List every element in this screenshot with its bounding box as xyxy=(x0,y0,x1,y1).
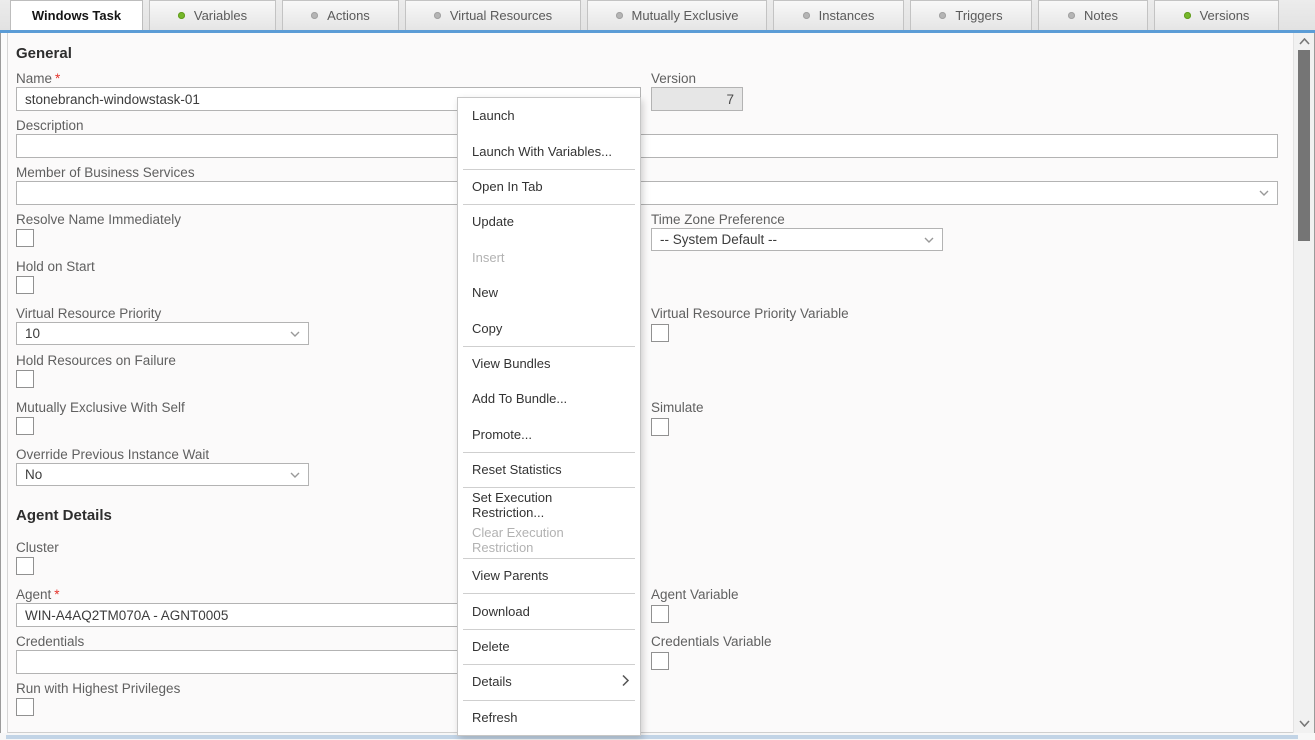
credentials-label: Credentials xyxy=(16,634,85,649)
credentials-variable-label: Credentials Variable xyxy=(651,634,772,649)
status-dot-icon xyxy=(434,12,441,19)
menu-item-view-bundles[interactable]: View Bundles xyxy=(458,346,640,381)
virtual-resource-priority-label: Virtual Resource Priority xyxy=(16,306,162,321)
cluster-label: Cluster xyxy=(16,540,59,555)
tab-label: Variables xyxy=(193,8,248,23)
tab-windows-task[interactable] xyxy=(10,0,143,30)
menu-item-open-in-tab[interactable]: Open In Tab xyxy=(458,169,640,204)
scroll-down-icon[interactable] xyxy=(1298,717,1311,730)
credentials-variable-checkbox[interactable] xyxy=(651,652,669,670)
menu-item-delete[interactable]: Delete xyxy=(458,629,640,664)
menu-item-new[interactable]: New xyxy=(472,285,499,301)
version-input xyxy=(651,87,743,111)
agent-variable-label: Agent Variable xyxy=(651,587,739,602)
run-with-highest-privileges-label: Run with Highest Privileges xyxy=(16,681,181,696)
mutually-exclusive-with-self-label: Mutually Exclusive With Self xyxy=(16,400,185,415)
tab-label: Windows Task xyxy=(31,8,122,23)
version-label: Version xyxy=(651,71,697,86)
virtual-resource-priority-select[interactable] xyxy=(16,322,309,345)
description-input[interactable] xyxy=(16,134,1278,158)
virtual-resource-priority-variable-label: Virtual Resource Priority Variable xyxy=(651,306,849,321)
chevron-down-icon xyxy=(924,237,934,243)
hold-on-start-checkbox[interactable] xyxy=(16,276,34,294)
simulate-checkbox[interactable] xyxy=(651,418,669,436)
tab-variables[interactable] xyxy=(149,0,276,30)
chevron-down-icon xyxy=(1259,190,1269,196)
virtual-resource-priority-variable-checkbox[interactable] xyxy=(651,324,669,342)
menu-item-insert: Insert xyxy=(472,249,505,265)
tab-mutually-exclusive[interactable] xyxy=(587,0,767,30)
tab-label: Triggers xyxy=(955,8,1003,23)
menu-item-reset-statistics[interactable]: Reset Statistics xyxy=(458,452,640,487)
combo-value: 10 xyxy=(25,326,41,341)
menu-item-label: Details xyxy=(472,674,512,690)
status-dot-icon xyxy=(1184,12,1191,19)
tab-virtual-resources[interactable] xyxy=(405,0,581,30)
combo-value: No xyxy=(25,467,43,482)
resolve-name-immediately-label: Resolve Name Immediately xyxy=(16,212,182,227)
override-previous-instance-wait-label: Override Previous Instance Wait xyxy=(16,447,210,462)
menu-item-view-parents[interactable]: View Parents xyxy=(458,558,640,593)
tab-instances[interactable] xyxy=(773,0,904,30)
agent-label: Agent * xyxy=(16,587,60,602)
tab-label: Notes xyxy=(1084,8,1118,23)
tab-label: Virtual Resources xyxy=(449,8,553,23)
status-dot-icon xyxy=(1068,12,1075,19)
menu-item-clear-execution-restriction: Clear Execution Restriction xyxy=(472,525,564,556)
simulate-label: Simulate xyxy=(651,400,704,415)
status-dot-icon xyxy=(803,12,810,19)
mutually-exclusive-with-self-checkbox[interactable] xyxy=(16,417,34,435)
menu-item-set-execution-restriction[interactable]: Set Execution Restriction... xyxy=(458,487,640,522)
menu-item-download[interactable]: Download xyxy=(458,593,640,628)
agent-details-section-heading: Agent Details xyxy=(16,507,112,524)
tab-label: Mutually Exclusive xyxy=(631,8,739,23)
status-dot-icon xyxy=(311,12,318,19)
horizontal-scrollbar-thumb[interactable] xyxy=(6,735,1298,739)
scroll-up-icon[interactable] xyxy=(1298,35,1311,48)
hold-resources-on-failure-checkbox[interactable] xyxy=(16,370,34,388)
submenu-arrow-icon xyxy=(621,674,630,690)
status-dot-icon xyxy=(616,12,623,19)
hold-resources-on-failure-label: Hold Resources on Failure xyxy=(16,353,176,368)
tab-notes[interactable] xyxy=(1038,0,1148,30)
hold-on-start-label: Hold on Start xyxy=(16,259,95,274)
tab-bar xyxy=(0,0,1315,33)
vertical-scrollbar[interactable] xyxy=(1293,33,1314,734)
tab-versions[interactable] xyxy=(1154,0,1279,30)
member-of-business-services-combo[interactable] xyxy=(16,181,1278,205)
time-zone-preference-select[interactable] xyxy=(651,228,943,251)
chevron-down-icon xyxy=(290,472,300,478)
chevron-down-icon xyxy=(290,331,300,337)
time-zone-preference-label: Time Zone Preference xyxy=(651,212,785,227)
menu-item-update[interactable]: Update xyxy=(458,204,640,239)
menu-item-details[interactable] xyxy=(458,664,640,699)
resolve-name-immediately-checkbox[interactable] xyxy=(16,229,34,247)
tab-label: Instances xyxy=(818,8,875,23)
run-with-highest-privileges-checkbox[interactable] xyxy=(16,698,34,716)
tab-actions[interactable] xyxy=(282,0,399,30)
name-label: Name * xyxy=(16,71,61,86)
menu-item-promote[interactable]: Promote... xyxy=(472,426,532,442)
menu-item-launch[interactable]: Launch xyxy=(472,108,515,124)
horizontal-scrollbar[interactable] xyxy=(0,733,1315,740)
menu-item-launch-with-variables[interactable]: Launch With Variables... xyxy=(472,143,612,159)
required-asterisk: * xyxy=(55,71,61,86)
member-of-business-services-label: Member of Business Services xyxy=(16,165,195,180)
cluster-checkbox[interactable] xyxy=(16,557,34,575)
tab-label: Actions xyxy=(327,8,370,23)
description-label: Description xyxy=(16,118,84,133)
vertical-scrollbar-thumb[interactable] xyxy=(1298,50,1310,241)
agent-variable-checkbox[interactable] xyxy=(651,605,669,623)
tab-triggers[interactable] xyxy=(910,0,1032,30)
required-asterisk: * xyxy=(54,587,60,602)
override-previous-instance-wait-select[interactable] xyxy=(16,463,309,486)
status-dot-icon xyxy=(939,12,946,19)
menu-item-refresh[interactable]: Refresh xyxy=(458,700,640,735)
context-menu xyxy=(457,97,641,736)
general-section-heading: General xyxy=(16,45,72,62)
combo-value: -- System Default -- xyxy=(660,232,778,247)
tab-label: Versions xyxy=(1199,8,1250,23)
menu-item-copy[interactable]: Copy xyxy=(472,320,503,336)
status-dot-icon xyxy=(178,12,185,19)
menu-item-add-to-bundle[interactable]: Add To Bundle... xyxy=(472,391,568,407)
